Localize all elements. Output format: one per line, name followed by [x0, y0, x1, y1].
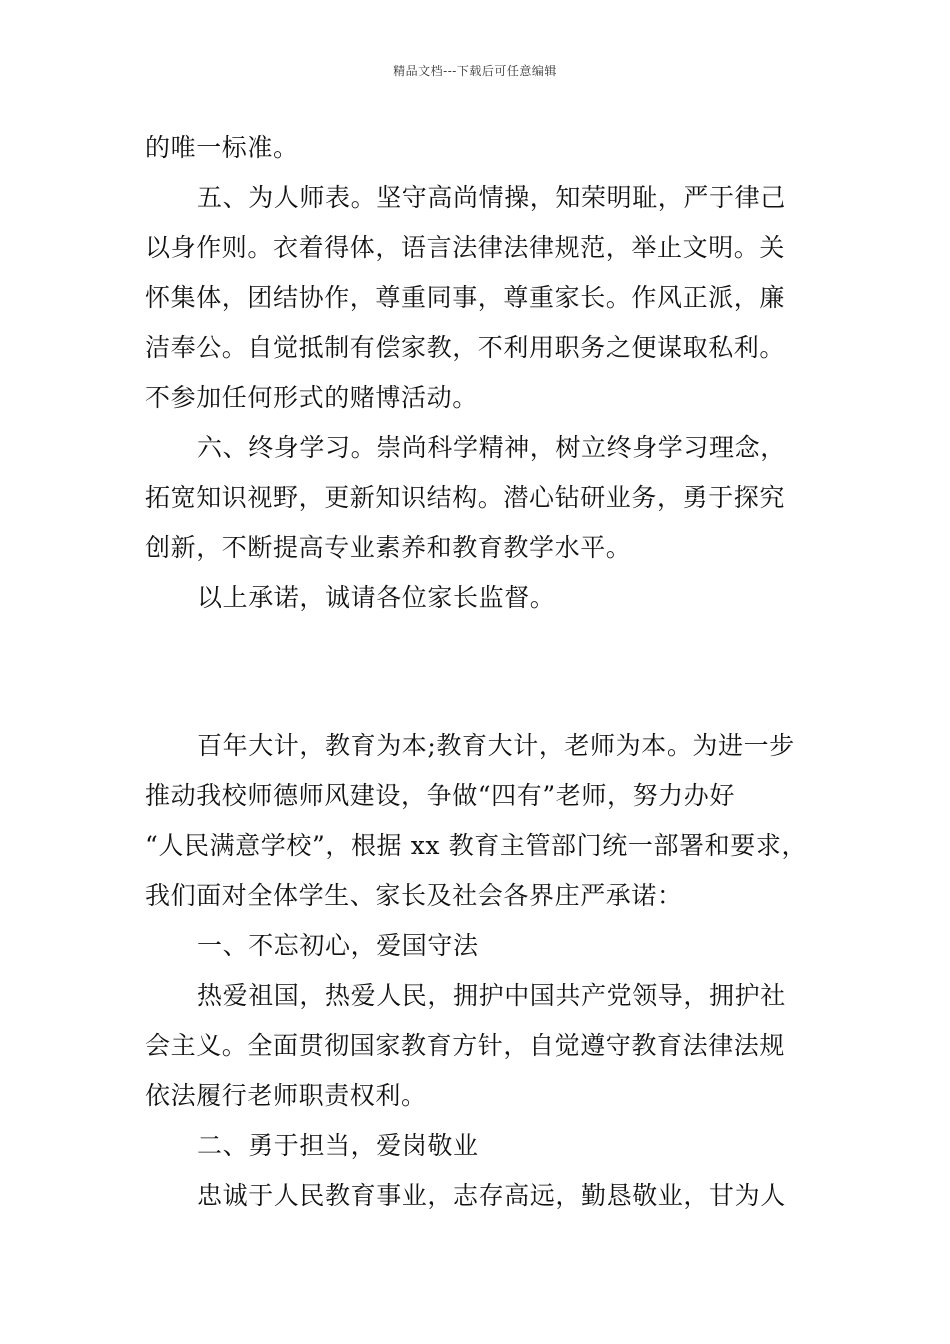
text-line: 依法履行老师职责权利。	[145, 1081, 427, 1110]
text-line: 的唯一标准。	[145, 133, 299, 162]
text-line: 六、终身学习。崇尚科学精神，树立终身学习理念，	[197, 433, 786, 462]
text-line: “人民满意学校”，根据 xx 教育主管部门统一部署和要求，	[145, 831, 808, 860]
text-line: 推动我校师德师风建设，争做“四有”老师，努力办好	[145, 781, 735, 810]
text-line: 拓宽知识视野，更新知识结构。潜心钻研业务，勇于探究	[145, 483, 786, 512]
text-line: 以上承诺，诚请各位家长监督。	[197, 583, 556, 612]
page-header: 精品文档---下载后可任意编辑	[393, 64, 557, 78]
text-line: 创新，不断提高专业素养和教育教学水平。	[145, 533, 632, 562]
text-line: 洁奉公。自觉抵制有偿家教，不利用职务之便谋取私利。	[145, 333, 786, 362]
text-line: 以身作则。衣着得体，语言法律法律规范，举止文明。关	[145, 233, 786, 262]
text-line: 热爱祖国，热爱人民，拥护中国共产党领导，拥护社	[197, 981, 786, 1010]
text-line: 二、勇于担当，爱岗敬业	[197, 1131, 479, 1160]
text-line: 一、不忘初心，爱国守法	[197, 931, 479, 960]
text-line: 百年大计，教育为本;教育大计，老师为本。为进一步	[197, 731, 795, 760]
text-line: 我们面对全体学生、家长及社会各界庄严承诺：	[145, 881, 683, 910]
text-line: 怀集体，团结协作，尊重同事，尊重家长。作风正派，廉	[145, 283, 786, 312]
text-line: 忠诚于人民教育事业，志存高远，勤恳敬业，甘为人	[197, 1181, 786, 1210]
text-line: 不参加任何形式的赌博活动。	[145, 383, 478, 412]
text-line: 会主义。全面贯彻国家教育方针，自觉遵守教育法律法规	[145, 1031, 786, 1060]
text-line: 五、为人师表。坚守高尚情操，知荣明耻，严于律己	[197, 183, 786, 212]
